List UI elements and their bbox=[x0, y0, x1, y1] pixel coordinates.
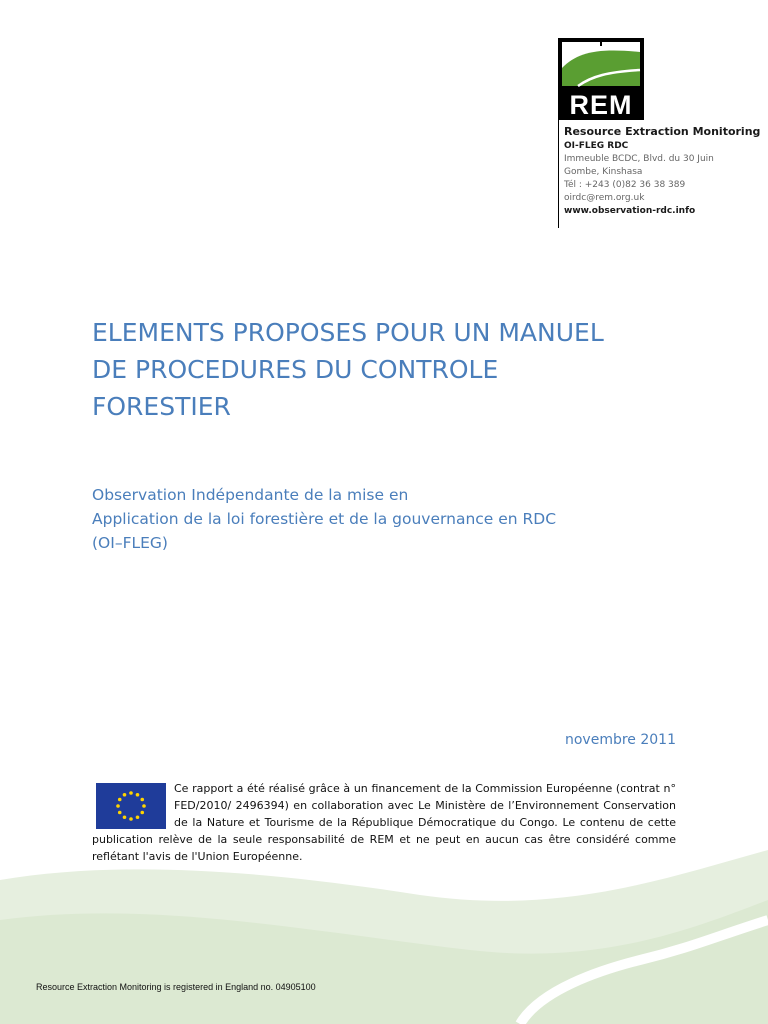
address-line-1: Immeuble BCDC, Blvd. du 30 Juin bbox=[564, 154, 714, 164]
document-title bbox=[92, 314, 712, 425]
publication-date: novembre 2011 bbox=[564, 732, 676, 748]
contact-block bbox=[558, 120, 759, 228]
funding-text: Ce rapport a été réalisé grâce à un financement de la Commission Européenne (contrat n° FED/2010/ 2496394) en collaboration avec Le Ministère de l’Environnement Conservation de la Nature et Tourisme de la République Démocratique du Congo. Le contenu de cette publication relève de la seule responsabilité de REM et ne peut en aucun cas être considéré comme reflétant l'avis de l'Union Européenne. bbox=[92, 782, 676, 863]
funding-statement bbox=[92, 780, 676, 865]
logo-text: REM bbox=[569, 90, 633, 120]
background-hills bbox=[0, 840, 768, 1024]
subtitle-line-3: (OI–FLEG) bbox=[92, 534, 168, 552]
subtitle-line-2: Application de la loi forestière et de la gouvernance en RDC bbox=[92, 510, 557, 528]
address-line-2: Gombe, Kinshasa bbox=[564, 167, 643, 177]
website: www.observation-rdc.info bbox=[564, 206, 696, 216]
title-line-2: DE PROCEDURES DU CONTROLE bbox=[92, 355, 499, 384]
org-name: Resource Extraction Monitoring bbox=[564, 125, 761, 138]
program-name: OI-FLEG RDC bbox=[564, 141, 629, 151]
subtitle-line-1: Observation Indépendante de la mise en bbox=[92, 486, 409, 504]
title-line-3: FORESTIER bbox=[92, 392, 231, 421]
rem-logo bbox=[558, 38, 644, 120]
document-subtitle bbox=[92, 483, 712, 555]
registration-footer: Resource Extraction Monitoring is registered in England no. 04905100 bbox=[36, 982, 316, 992]
phone: Tél : +243 (0)82 36 38 389 bbox=[564, 180, 686, 190]
landscape-logo-icon bbox=[558, 38, 644, 90]
email: oirdc@rem.org.uk bbox=[564, 193, 645, 203]
title-line-1: ELEMENTS PROPOSES POUR UN MANUEL bbox=[92, 318, 604, 347]
